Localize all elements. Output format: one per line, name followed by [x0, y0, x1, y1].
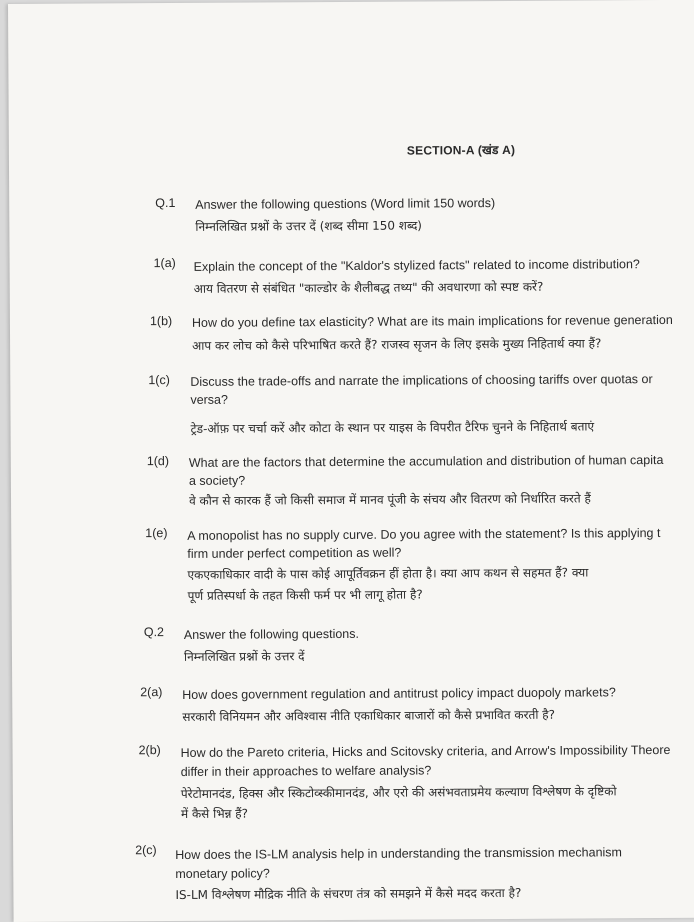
question-text-en-cont: firm under perfect competition as well?	[187, 545, 402, 561]
question-text-en: Answer the following questions (Word limit 150 words)	[195, 196, 496, 212]
question-number: 1(c)	[148, 373, 170, 388]
question-text-hi: आय वितरण से संबंधित "काल्डोर के शैलीबद्ध तथ्य" की अवधारणा को स्पष्ट करें?	[193, 279, 544, 296]
question-text-en: Answer the following questions.	[183, 626, 360, 642]
question-text-en: How do the Pareto criteria, Hicks and Scitovsky criteria, and Arrow's Impossibility Theore	[180, 742, 671, 760]
question-text-hi: एकएकाधिकार वादी के पास कोई आपूर्तिवक्रन हीं होता है। क्या आप कथन से सहमत हैं? क्या	[187, 565, 589, 582]
question-number: 2(b)	[138, 743, 161, 758]
question-number: 2(a)	[140, 685, 163, 700]
question-text-hi-cont: पूर्ण प्रतिस्पर्धा के तहत किसी फर्म पर भी लागू होता है?	[187, 587, 423, 603]
section-title: SECTION-A (खंड A)	[406, 142, 516, 158]
question-number: Q.2	[143, 625, 165, 640]
question-text-en: What are the factors that determine the accumulation and distribution of human capita	[188, 453, 664, 470]
question-number: 1(e)	[145, 526, 168, 541]
question-text-en: How do you define tax elasticity? What are its main implications for revenue generation	[191, 312, 673, 330]
question-text-hi: IS-LM विश्लेषण मौद्रिक नीति के संचरण तंत्र को समझने में कैसे मदद करता है?	[175, 885, 522, 902]
question-text-en-cont: versa?	[190, 392, 228, 407]
question-text-en: Explain the concept of the "Kaldor's stylized facts" related to income distribution?	[193, 257, 640, 274]
question-text-hi: पेरेटोमानदंड, हिक्स और स्किटोव्स्कीमानदंड, और एरो की असंभवताप्रमेय कल्याण विश्लेषण के दृष्टिको	[180, 784, 617, 801]
question-number: 1(a)	[153, 255, 176, 271]
question-text-hi: सरकारी विनियमन और अविश्वास नीति एकाधिकार बाजारों को कैसे प्रभावित करती है?	[182, 707, 556, 724]
question-text-en: How does the IS-LM analysis help in understanding the transmission mechanism	[175, 845, 623, 862]
question-number: 1(b)	[149, 314, 173, 329]
question-text-hi-cont: में कैसे भिन्न हैं?	[180, 806, 249, 821]
question-text-en: How does government regulation and antitrust policy impact duopoly markets?	[182, 685, 616, 702]
question-number: 2(c)	[135, 843, 157, 858]
question-number: 1(d)	[146, 454, 170, 469]
question-text-hi: निम्नलिखित प्रश्नों के उत्तर दें (शब्द सीमा 150 शब्द)	[195, 218, 423, 234]
question-number: Q.1	[155, 195, 176, 211]
question-text-en: Discuss the trade-offs and narrate the implications of choosing tariffs over quotas or	[190, 372, 653, 389]
question-text-hi: आप कर लोच को कैसे परिभाषित करते हैं? राजस्व सृजन के लिए इसके मुख्य निहितार्थ क्या हैं?	[192, 336, 602, 353]
question-text-hi: वे कौन से कारक हैं जो किसी समाज में मानव पूंजी के संचय और वितरण को निर्धारित करते हैं	[188, 491, 591, 508]
question-text-en: A monopolist has no supply curve. Do you agree with the statement? Is this applying t	[187, 526, 661, 543]
exam-page	[8, 0, 694, 922]
question-text-en-cont: monetary policy?	[175, 866, 270, 881]
question-text-en-cont: differ in their approaches to welfare analysis?	[180, 763, 432, 779]
question-text-hi: निम्नलिखित प्रश्नों के उत्तर दें	[183, 649, 305, 664]
question-text-en-cont: a society?	[188, 473, 246, 488]
question-text-hi: ट्रेड-ऑफ़ पर चर्चा करें और कोटा के स्थान पर याइस के विपरीत टैरिफ चुनने के निहितार्थ बताएं	[190, 419, 595, 436]
